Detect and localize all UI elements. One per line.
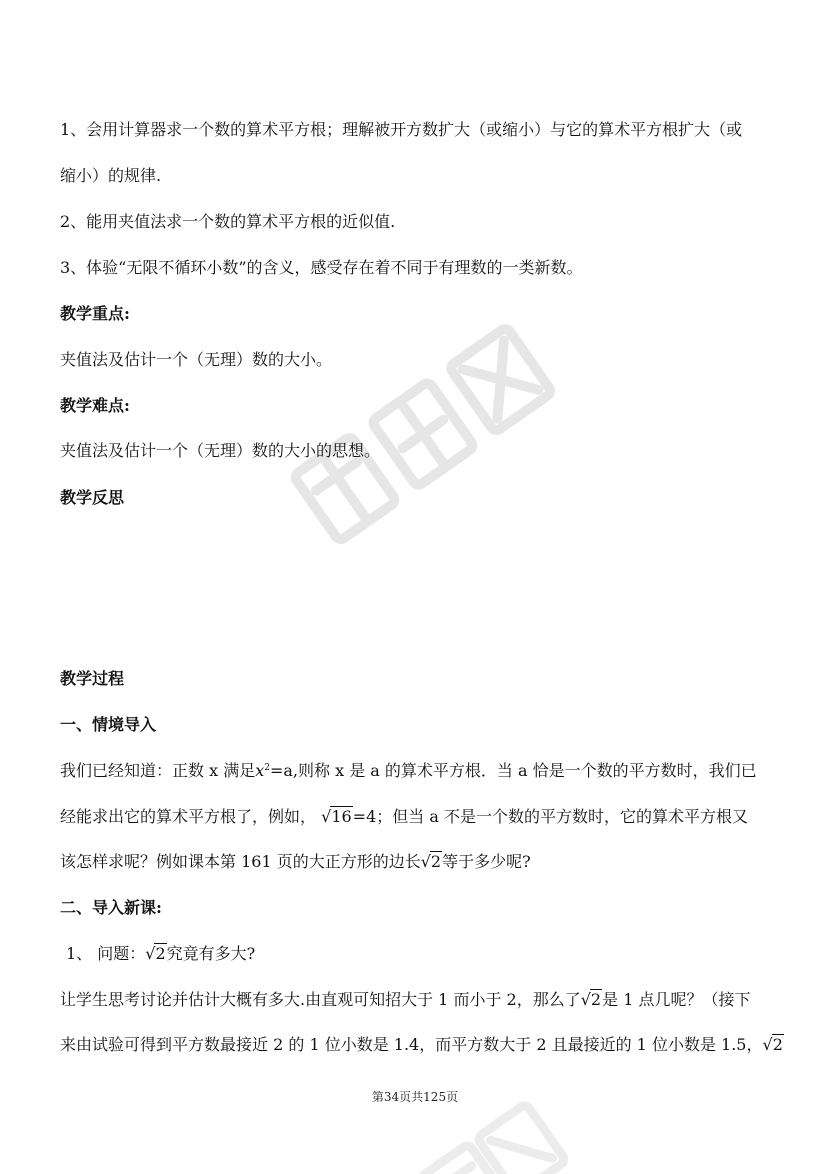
math-exponent: 2 <box>264 763 270 773</box>
objective-line-3: 2、能用夹值法求一个数的算术平方根的近似值. <box>60 212 396 231</box>
reasoning-line-2-part-a: 来由试验可得到平方数最接近 2 的 1 位小数是 1.4，而平方数大于 2 且最接近的 1 位小数是 1.5， <box>60 1035 763 1054</box>
sqrt-2 <box>145 943 166 965</box>
sqrt-2 <box>762 1034 783 1056</box>
objective-line-1: 1、会用计算器求一个数的算术平方根；理解被开方数扩大（或缩小）与它的算术平方根扩大（或 <box>60 120 743 139</box>
radical-sign: √ <box>580 990 591 1009</box>
reasoning-line-1-part-b: 是 1 点几呢？（接下 <box>602 990 751 1009</box>
reasoning-line-2 <box>60 1034 784 1056</box>
watermark-logo <box>270 300 570 560</box>
radical-sign: √ <box>420 852 431 871</box>
question-label: 1、 问题： <box>66 944 146 963</box>
question-text: 究竟有多大? <box>166 944 256 963</box>
paragraph-line-1 <box>60 760 757 782</box>
radicand: 2 <box>155 944 166 963</box>
paragraph-line-1-part-b: =a,则称 x 是 a 的算术平方根．当 a 恰是一个数的平方数时，我们已 <box>269 761 757 780</box>
objective-line-4: 3、体验“无限不循环小数”的含义，感受存在着不同于有理数的一类新数。 <box>60 258 583 277</box>
radicand: 2 <box>590 990 602 1009</box>
objective-line-2: 缩小）的规律. <box>60 166 162 185</box>
page-number-footer: 第34页共125页 <box>371 1090 459 1104</box>
sqrt-2 <box>581 989 602 1011</box>
paragraph-line-3-part-a: 该怎样求呢？例如课本第 161 页的大正方形的边长 <box>60 852 421 871</box>
paragraph-line-2-part-a: 经能求出它的算术平方根了，例如， <box>60 807 317 826</box>
paragraph-line-1-part-a: 我们已经知道：正数 x 满足 <box>60 761 256 780</box>
heading-difficulties: 教学难点: <box>60 396 130 415</box>
question-line <box>66 943 255 965</box>
radicand: 16 <box>331 807 352 826</box>
radicand: 2 <box>430 852 442 871</box>
reasoning-line-1 <box>60 989 750 1011</box>
sqrt-16 <box>321 806 353 828</box>
radicand: 2 <box>772 1035 783 1054</box>
math-variable-x: x <box>255 761 265 780</box>
paragraph-line-2 <box>60 806 748 828</box>
watermark-logo-partial <box>380 1100 580 1174</box>
heading-process: 教学过程 <box>60 669 125 688</box>
radical-sign: √ <box>321 807 332 826</box>
paragraph-line-3-part-b: 等于多少呢? <box>442 852 531 871</box>
sqrt-2 <box>421 851 442 873</box>
reasoning-line-1-part-a: 让学生思考讨论并估计大概有多大.由直观可知招大于 1 而小于 2，那么了 <box>60 990 581 1009</box>
heading-section-1: 一、情境导入 <box>60 715 157 734</box>
heading-reflection: 教学反思 <box>60 488 125 507</box>
heading-section-2: 二、导入新课: <box>60 898 162 917</box>
radical-sign: √ <box>762 1035 773 1054</box>
difficulties-text: 夹值法及估计一个（无理）数的大小的思想。 <box>60 441 381 460</box>
heading-key-points: 教学重点: <box>60 304 130 323</box>
paragraph-line-2-part-b: =4；但当 a 不是一个数的平方数时，它的算术平方根又 <box>352 807 748 826</box>
radical-sign: √ <box>145 944 156 963</box>
key-points-text: 夹值法及估计一个（无理）数的大小。 <box>60 350 333 369</box>
paragraph-line-3 <box>60 851 531 873</box>
